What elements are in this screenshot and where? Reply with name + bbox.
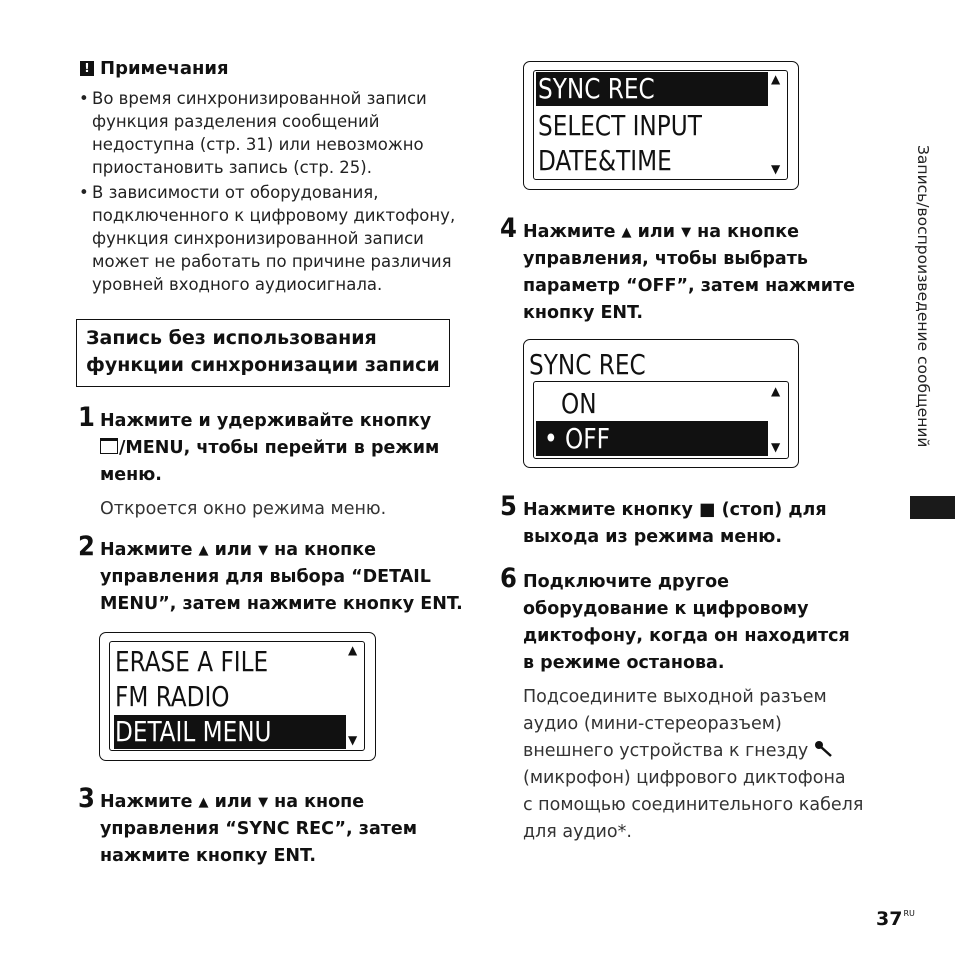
bullet-dot: • xyxy=(79,183,89,202)
desc-line: (микрофон) цифрового диктофона xyxy=(523,768,846,788)
lcd-item-erase-file: ERASE A FILE xyxy=(115,645,269,678)
section-title-line: Запись без использования xyxy=(86,327,377,349)
lcd-item-detail-menu: DETAIL MENU xyxy=(115,715,272,748)
desc-text: внешнего устройства к гнезду xyxy=(523,741,809,761)
lcd-screen-sync-rec-options xyxy=(523,339,799,468)
note-line: В зависимости от оборудования, xyxy=(92,183,379,202)
step-word: или xyxy=(214,792,252,812)
lcd-screen-sync-rec xyxy=(523,61,799,190)
step-word: на кнопке xyxy=(274,540,376,560)
scroll-up-icon: ▲ xyxy=(771,384,781,398)
step-6-number: 6 xyxy=(500,563,517,594)
note-line: Во время синхронизированной записи xyxy=(92,89,427,108)
step-line: управления для выбора “DETAIL xyxy=(100,567,431,587)
lcd-option-on: ON xyxy=(561,387,597,420)
page-lang: RU xyxy=(903,909,915,918)
step-line xyxy=(523,219,855,246)
up-arrow-icon: ▲ xyxy=(621,225,632,240)
up-arrow-icon: ▲ xyxy=(198,795,209,810)
step-1-text xyxy=(100,408,439,489)
page-number-value: 37 xyxy=(876,908,903,930)
step-line: кнопку ENT. xyxy=(523,303,643,323)
lcd-item-date-time: DATE&TIME xyxy=(538,144,672,177)
step-line: в режиме останова. xyxy=(523,653,725,673)
lcd-option-off: • OFF xyxy=(544,422,610,455)
down-arrow-icon: ▼ xyxy=(681,225,692,240)
step-3-text xyxy=(100,789,417,870)
chapter-tab-marker xyxy=(910,496,955,519)
lcd-item-fm-radio: FM RADIO xyxy=(115,680,230,713)
note-line: уровней входного аудиосигнала. xyxy=(92,275,383,294)
step-line: диктофону, когда он находится xyxy=(523,626,850,646)
note-line: подключенного к цифровому диктофону, xyxy=(92,206,456,225)
step-line: выхода из режима меню. xyxy=(523,527,782,547)
note-line: может не работать по причине различия xyxy=(92,252,452,271)
step-word: Нажмите кнопку xyxy=(523,500,693,520)
step-4-number: 4 xyxy=(500,213,517,244)
section-title-box xyxy=(76,319,450,387)
note-bullet-1 xyxy=(79,87,427,179)
step-5-text xyxy=(523,497,827,551)
step-6-description xyxy=(523,684,863,846)
step-2-text xyxy=(100,537,463,618)
desc-line: аудио (мини-стереоразъем) xyxy=(523,714,782,734)
step-line xyxy=(100,435,439,462)
down-arrow-icon: ▼ xyxy=(258,795,269,810)
step-1-number: 1 xyxy=(78,402,95,433)
step-line: меню. xyxy=(100,465,162,485)
lcd-item-sync-rec: SYNC REC xyxy=(538,72,655,105)
desc-line: для аудио*. xyxy=(523,822,632,842)
step-6-text xyxy=(523,569,850,677)
step-line-text: /MENU, чтобы перейти в режим xyxy=(119,438,440,458)
step-word: или xyxy=(214,540,252,560)
step-2-number: 2 xyxy=(78,531,95,562)
step-line: управления, чтобы выбрать xyxy=(523,249,808,269)
step-line: параметр “OFF”, затем нажмите xyxy=(523,276,855,296)
step-line xyxy=(523,497,827,524)
step-line: управления “SYNC REC”, затем xyxy=(100,819,418,839)
stop-icon: ■ xyxy=(699,500,716,520)
desc-line: с помощью соединительного кабеля xyxy=(523,795,864,815)
step-line xyxy=(100,537,463,564)
scroll-down-icon: ▼ xyxy=(771,440,781,454)
step-1-result: Откроется окно режима меню. xyxy=(100,499,387,519)
bullet-dot: • xyxy=(79,89,89,108)
step-4-text xyxy=(523,219,855,327)
note-icon: ! xyxy=(80,61,94,76)
note-bullet-2 xyxy=(79,181,456,296)
step-line xyxy=(100,789,417,816)
step-5-number: 5 xyxy=(500,491,517,522)
scroll-up-icon: ▲ xyxy=(348,643,358,657)
lcd-item-select-input: SELECT INPUT xyxy=(538,109,702,142)
step-word: (стоп) для xyxy=(721,500,827,520)
scroll-down-icon: ▼ xyxy=(348,733,358,747)
step-word: на кнопке xyxy=(697,222,799,242)
step-word: на кнопе xyxy=(274,792,365,812)
step-word: или xyxy=(637,222,675,242)
step-line: Нажмите и удерживайте кнопку xyxy=(100,411,432,431)
note-line: приостановить запись (стр. 25). xyxy=(92,158,372,177)
down-arrow-icon: ▼ xyxy=(258,543,269,558)
folder-icon xyxy=(100,438,118,454)
up-arrow-icon: ▲ xyxy=(198,543,209,558)
step-line: нажмите кнопку ENT. xyxy=(100,846,316,866)
step-word: Нажмите xyxy=(523,222,616,242)
scroll-down-icon: ▼ xyxy=(771,162,781,176)
step-line: MENU”, затем нажмите кнопку ENT. xyxy=(100,594,463,614)
step-3-number: 3 xyxy=(78,783,95,814)
page-number xyxy=(876,908,915,930)
section-title-line: функции синхронизации записи xyxy=(86,354,440,376)
lcd-title-sync-rec: SYNC REC xyxy=(529,348,646,381)
note-line: функция разделения сообщений xyxy=(92,112,380,131)
notes-heading xyxy=(80,58,229,79)
step-word: Нажмите xyxy=(100,540,193,560)
step-word: Нажмите xyxy=(100,792,193,812)
side-chapter-label: Запись/воспроизведение сообщений xyxy=(914,145,932,448)
lcd-screen-menu xyxy=(99,632,376,761)
step-line: Подключите другое xyxy=(523,572,729,592)
note-line: функция синхронизированной записи xyxy=(92,229,424,248)
desc-line xyxy=(523,738,863,765)
notes-heading-text: Примечания xyxy=(100,58,229,79)
scroll-up-icon: ▲ xyxy=(771,72,781,86)
note-line: недоступна (стр. 31) или невозможно xyxy=(92,135,424,154)
desc-line: Подсоедините выходной разъем xyxy=(523,687,827,707)
microphone-icon xyxy=(814,740,834,758)
step-line: оборудование к цифровому xyxy=(523,599,809,619)
